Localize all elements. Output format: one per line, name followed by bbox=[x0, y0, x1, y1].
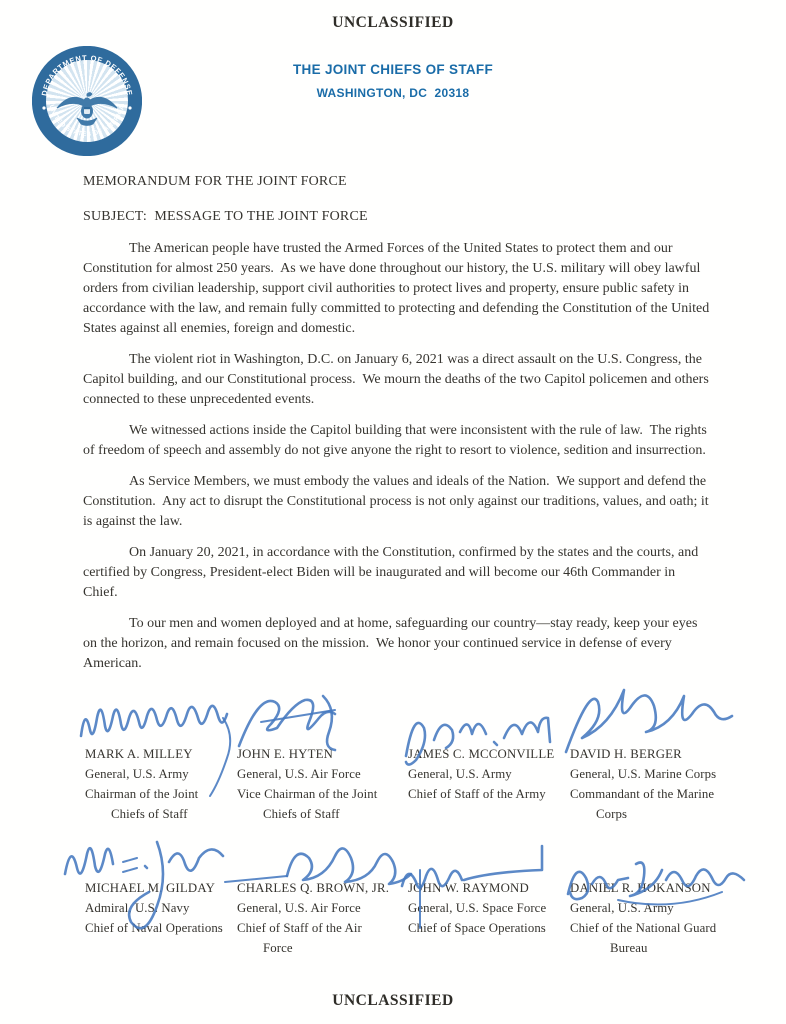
memo-body bbox=[83, 172, 713, 685]
classification-banner-top: UNCLASSIFIED bbox=[332, 14, 454, 31]
signatory-title-cont: Corps bbox=[596, 807, 628, 821]
signature-block-hokanson bbox=[570, 878, 750, 958]
signatory-rank: General, U.S. Air Force bbox=[237, 767, 361, 781]
paragraph-1: The American people have trusted the Armed Forces of the United States to protect them and our Constitution for almost 250 years. As we have done throughout our history, the U.S. military will obey lawful orders from civilian leadership, support civil authorities to protect lives and property, ensure public safety in accordance with the law, and remain fully committed to protecting and defending the Constitution of the United States against all enemies, foreign and domestic. bbox=[83, 241, 713, 336]
memorandum-for-line: MEMORANDUM FOR THE JOINT FORCE bbox=[83, 174, 347, 189]
signatory-name: DAVID H. BERGER bbox=[570, 747, 682, 761]
signature-block-brown bbox=[237, 878, 408, 958]
signatory-title: Chief of Space Operations bbox=[408, 921, 546, 935]
signatory-rank: General, U.S. Space Force bbox=[408, 901, 547, 915]
letterhead-organization: THE JOINT CHIEFS OF STAFF bbox=[293, 62, 493, 77]
letterhead-address: WASHINGTON, DC 20318 bbox=[316, 86, 470, 100]
paragraph-6: To our men and women deployed and at home, safeguarding our country—stay ready, keep your eyes on the horizon, and remain focused on the mission. We honor your continued service in defense of every American. bbox=[83, 616, 701, 671]
seal-ring-text-top: DEPARTMENT OF DEFENSE bbox=[39, 53, 135, 97]
classification-banner-bottom: UNCLASSIFIED bbox=[332, 992, 454, 1009]
signatory-title: Chief of Staff of the Air bbox=[237, 921, 362, 935]
signatory-title-cont: Force bbox=[263, 941, 293, 955]
signature-row-1 bbox=[85, 744, 750, 824]
signature-block-raymond bbox=[408, 878, 570, 958]
signature-block-mcconville bbox=[408, 744, 570, 824]
signatory-name: MICHAEL M. GILDAY bbox=[85, 881, 216, 895]
signatory-rank: General, U.S. Air Force bbox=[237, 901, 361, 915]
paragraph-3: We witnessed actions inside the Capitol building that were inconsistent with the rule of law. The rights of freedom of speech and assembly do not give anyone the right to resort to violence, sedition and insurrection. bbox=[83, 423, 711, 458]
signatory-title: Chairman of the Joint bbox=[85, 787, 199, 801]
signature-block-gilday bbox=[85, 878, 237, 958]
signatory-title: Chief of Staff of the Army bbox=[408, 787, 546, 801]
signatory-title: Chief of Naval Operations bbox=[85, 921, 223, 935]
signatory-title-cont: Chiefs of Staff bbox=[263, 807, 340, 821]
signatory-title: Commandant of the Marine bbox=[570, 787, 715, 801]
paragraph-5: On January 20, 2021, in accordance with the Constitution, confirmed by the states and the courts, and certified by Congress, President-elect Biden will be inaugurated and will become our 46th Commander in Chief. bbox=[83, 545, 702, 600]
signatory-name: JOHN E. HYTEN bbox=[237, 747, 334, 761]
signatory-name: DANIEL R. HOKANSON bbox=[570, 881, 711, 895]
signatory-name: JOHN W. RAYMOND bbox=[408, 881, 529, 895]
signatory-rank: General, U.S. Army bbox=[408, 767, 512, 781]
signatory-title: Vice Chairman of the Joint bbox=[237, 787, 378, 801]
signatory-rank: General, U.S. Army bbox=[85, 767, 189, 781]
signature-block-milley bbox=[85, 744, 237, 824]
signatory-name: JAMES C. MCCONVILLE bbox=[408, 747, 555, 761]
signature-block-berger bbox=[570, 744, 750, 824]
signatory-rank: General, U.S. Army bbox=[570, 901, 674, 915]
signature-row-2 bbox=[85, 878, 750, 958]
signatory-rank: Admiral, U.S. Navy bbox=[85, 901, 190, 915]
subject-line: SUBJECT: MESSAGE TO THE JOINT FORCE bbox=[83, 209, 368, 224]
seal-ring-text-bottom: UNITED STATES OF AMERICA bbox=[47, 103, 127, 139]
signatory-title-cont: Bureau bbox=[610, 941, 648, 955]
paragraph-2: The violent riot in Washington, D.C. on January 6, 2021 was a direct assault on the U.S. Congress, the Capitol building, and our Constitutional process. We mourn the deaths of the two Capitol policemen and others connected to these unprecedented events. bbox=[83, 352, 713, 407]
signatory-rank: General, U.S. Marine Corps bbox=[570, 767, 717, 781]
signatory-title: Chief of the National Guard bbox=[570, 921, 717, 935]
signatory-name: MARK A. MILLEY bbox=[85, 747, 193, 761]
signature-block-hyten bbox=[237, 744, 408, 824]
paragraph-4: As Service Members, we must embody the values and ideals of the Nation. We support and defend the Constitution. Any act to disrupt the Constitutional process is not only against our traditions, values, and oath; it is against the law. bbox=[83, 474, 713, 529]
signatory-name: CHARLES Q. BROWN, JR. bbox=[237, 881, 390, 895]
signatory-title-cont: Chiefs of Staff bbox=[111, 807, 188, 821]
